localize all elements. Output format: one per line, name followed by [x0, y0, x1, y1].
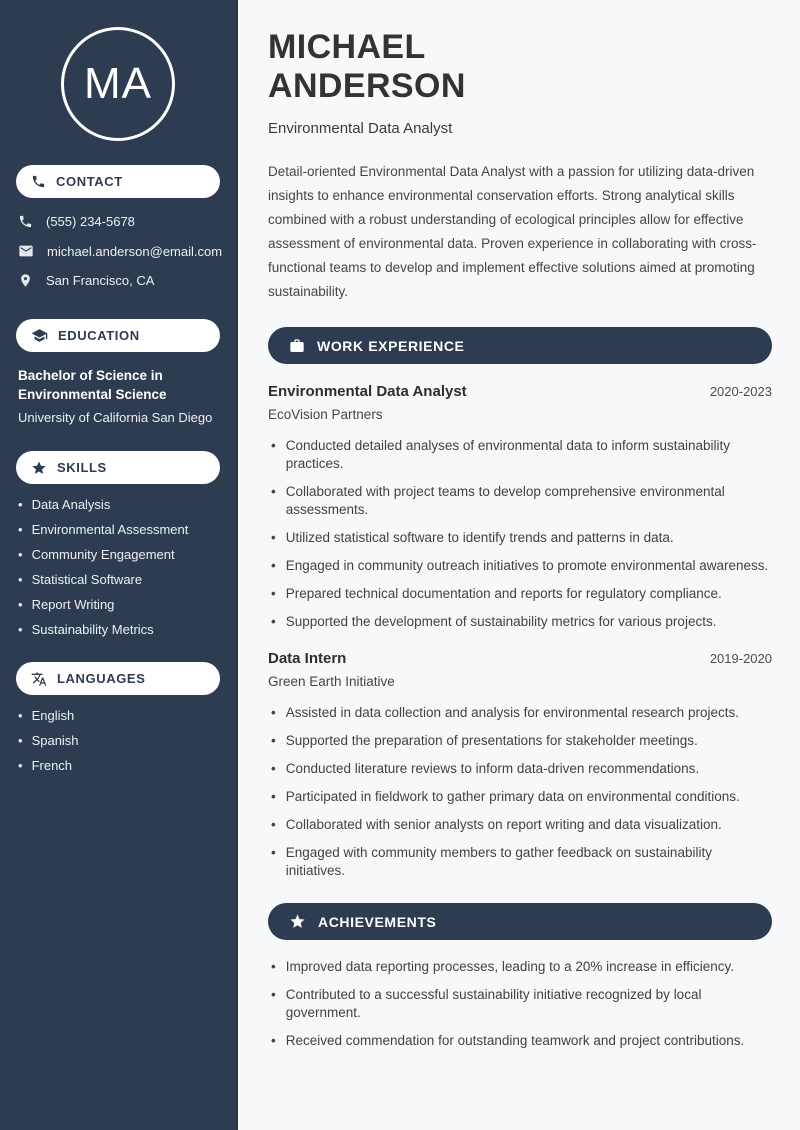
professional-summary: Detail-oriented Environmental Data Analyst with a passion for utilizing data-driven insights to enhance environmental conservation efforts. Strong analytical skills combined with a robust understanding of ecological principles allow for effective assessment of environmental data. Proven experience in collaborating with cross-functional teams to develop and implement effective solutions aimed at promoting sustainability.	[268, 164, 757, 299]
skills-section-header	[16, 451, 220, 484]
contact-header-label: CONTACT	[56, 174, 123, 189]
language-item: • English	[18, 708, 218, 724]
job-company: EcoVision Partners	[268, 407, 383, 422]
job-bullet: • Collaborated with senior analysts on report writing and data visualization.	[271, 816, 772, 834]
sidebar	[0, 0, 238, 1130]
skill-item: • Report Writing	[18, 597, 218, 613]
job-dates: 2019-2020	[709, 651, 772, 666]
contact-location-value: San Francisco, CA	[46, 273, 155, 288]
role-subtitle: Environmental Data Analyst	[268, 120, 453, 137]
skill-item: • Community Engagement	[18, 547, 218, 563]
skill-item: • Sustainability Metrics	[18, 622, 218, 638]
job-dates: 2020-2023	[709, 384, 772, 399]
achievement-bullet: • Improved data reporting processes, leading to a 20% increase in efficiency.	[271, 958, 772, 976]
phone-icon	[31, 174, 46, 189]
job-title: Data Intern	[268, 650, 347, 667]
job-title: Environmental Data Analyst	[268, 383, 467, 400]
job-bullet: • Engaged with community members to gather feedback on sustainability initiatives.	[271, 844, 772, 880]
first-name: MICHAEL	[268, 28, 426, 66]
job-header	[268, 383, 772, 400]
graduation-cap-icon	[31, 327, 48, 344]
job-entry	[268, 383, 772, 631]
language-item: • French	[18, 758, 218, 774]
job-bullet: • Prepared technical documentation and reports for regulatory compliance.	[271, 585, 772, 603]
education-degree: Bachelor of Science in Environmental Science	[18, 368, 167, 402]
contact-location	[16, 266, 220, 295]
work-experience-header-label: WORK EXPERIENCE	[317, 337, 465, 354]
job-bullet: • Conducted literature reviews to inform data-driven recommendations.	[271, 760, 772, 778]
last-name: ANDERSON	[268, 67, 466, 105]
job-bullet: • Participated in fieldwork to gather primary data on environmental conditions.	[271, 788, 772, 806]
languages-section-header	[16, 662, 220, 695]
job-bullet: • Utilized statistical software to identify trends and patterns in data.	[271, 529, 772, 547]
education-entry	[16, 366, 220, 427]
skill-item: • Statistical Software	[18, 572, 218, 588]
achievement-bullet: • Contributed to a successful sustainability initiative recognized by local government.	[271, 986, 772, 1022]
job-bullet: • Conducted detailed analyses of environmental data to inform sustainability practices.	[271, 437, 772, 473]
translate-icon	[31, 671, 47, 687]
education-school: University of California San Diego	[18, 410, 213, 425]
languages-list	[16, 708, 220, 774]
skill-item: • Environmental Assessment	[18, 522, 218, 538]
contact-list	[16, 207, 223, 295]
achievements-header-label: ACHIEVEMENTS	[318, 913, 437, 930]
contact-phone	[16, 207, 220, 236]
work-experience-section-header	[268, 327, 772, 364]
contact-email	[16, 236, 223, 266]
skills-header-label: SKILLS	[57, 460, 107, 475]
job-bullet: • Collaborated with project teams to develop comprehensive environmental assessments.	[271, 483, 772, 519]
language-item: • Spanish	[18, 733, 218, 749]
avatar-initials: MA	[84, 59, 152, 108]
job-bullet: • Supported the development of sustainability metrics for various projects.	[271, 613, 772, 631]
achievements-bullet-list	[268, 958, 772, 1050]
location-pin-icon	[18, 273, 33, 288]
skills-list	[16, 497, 220, 638]
contact-section-header	[16, 165, 220, 198]
email-icon	[18, 243, 34, 259]
job-entry	[268, 650, 772, 880]
phone-icon	[18, 214, 33, 229]
star-icon	[289, 913, 306, 930]
education-header-label: EDUCATION	[58, 328, 140, 343]
achievement-bullet: • Received commendation for outstanding teamwork and project contributions.	[271, 1032, 772, 1050]
skill-item: • Data Analysis	[18, 497, 218, 513]
job-bullet: • Supported the preparation of presentations for stakeholder meetings.	[271, 732, 772, 750]
languages-header-label: LANGUAGES	[57, 671, 146, 686]
job-company: Green Earth Initiative	[268, 674, 395, 689]
contact-phone-value: (555) 234-5678	[46, 214, 135, 229]
main-content	[238, 0, 800, 1130]
education-section-header	[16, 319, 220, 352]
job-header	[268, 650, 772, 667]
star-icon	[31, 460, 47, 476]
avatar	[61, 27, 175, 141]
contact-email-value: michael.anderson@email.com	[47, 243, 223, 259]
briefcase-icon	[289, 338, 305, 354]
name-heading	[268, 28, 772, 106]
job-bullet: • Engaged in community outreach initiatives to promote environmental awareness.	[271, 557, 772, 575]
job-bullet-list	[268, 704, 772, 880]
job-bullet: • Assisted in data collection and analysis for environmental research projects.	[271, 704, 772, 722]
job-bullet-list	[268, 437, 772, 631]
achievements-section-header	[268, 903, 772, 940]
